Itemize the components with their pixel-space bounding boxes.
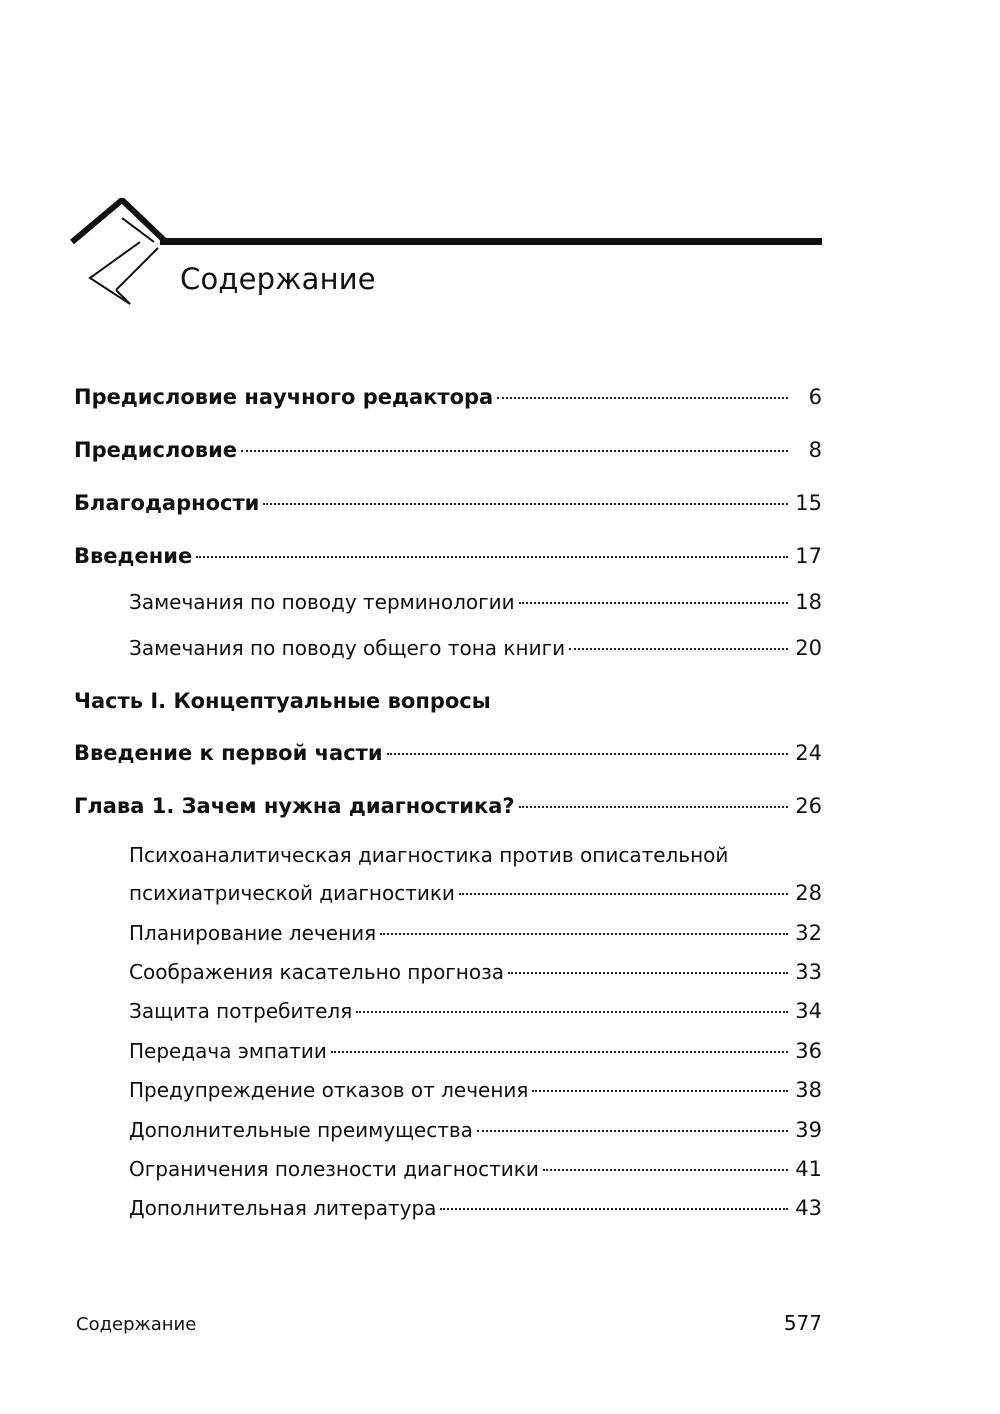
toc-entry-page: 6: [808, 385, 822, 409]
toc-leader: [387, 753, 788, 755]
toc-entry-label: Дополнительная литература: [129, 1196, 437, 1220]
toc-entry-label: Соображения касательно прогноза: [129, 960, 505, 984]
toc-entry[interactable]: [74, 438, 822, 462]
toc-entry-label: Дополнительные преимущества: [129, 1118, 473, 1142]
toc-entry-label: Благодарности: [74, 491, 260, 515]
toc-leader: [519, 806, 788, 808]
toc-entry-page: 36: [795, 1039, 822, 1063]
toc-entry[interactable]: [74, 794, 822, 818]
toc-entry-page: 20: [795, 636, 822, 660]
toc-part-heading[interactable]: Часть I. Концептуальные вопросы: [74, 689, 491, 713]
toc-entry-label: Планирование лечения: [129, 921, 377, 945]
toc-leader: [569, 648, 788, 650]
toc-entry-page: 33: [795, 960, 822, 984]
toc-subentry[interactable]: [129, 999, 822, 1023]
toc-leader: [519, 602, 788, 604]
toc-subentry[interactable]: [129, 1039, 822, 1063]
toc-subentry[interactable]: [129, 1078, 822, 1102]
toc-entry-page: 15: [795, 491, 822, 515]
toc-entry-page: 8: [808, 438, 822, 462]
toc-subentry[interactable]: [129, 960, 822, 984]
toc-entry-label: Ограничения полезности диагностики: [129, 1157, 539, 1181]
toc-leader: [241, 450, 788, 452]
toc-entry-page: 32: [795, 921, 822, 945]
toc-leader: [532, 1090, 788, 1092]
toc-leader: [331, 1051, 788, 1053]
toc-subentry[interactable]: [129, 1118, 822, 1142]
toc-leader: [497, 397, 788, 399]
page-title: Содержание: [180, 262, 376, 296]
toc-entry-page: 26: [795, 794, 822, 818]
toc-entry-page: 17: [795, 544, 822, 568]
toc-entry-page: 18: [795, 590, 822, 614]
toc-entry-page: 24: [795, 741, 822, 765]
toc-leader: [380, 933, 788, 935]
toc-entry-page: 43: [795, 1196, 822, 1220]
toc-entry-label: Глава 1. Зачем нужна диагностика?: [74, 794, 515, 818]
running-title: Содержание: [76, 1314, 197, 1335]
toc-leader: [459, 893, 788, 895]
toc-entry[interactable]: [74, 491, 822, 515]
toc-entry[interactable]: [74, 385, 822, 409]
toc-entry-page: 28: [795, 881, 822, 905]
toc-entry-label: Предисловие: [74, 438, 238, 462]
toc-entry-label: Защита потребителя: [129, 999, 353, 1023]
toc-subentry[interactable]: [129, 636, 822, 660]
toc-entry[interactable]: [74, 544, 822, 568]
toc-entry-label: Замечания по поводу общего тона книги: [129, 636, 566, 660]
toc-leader: [508, 972, 788, 974]
toc-entry-page: 41: [795, 1157, 822, 1181]
page-number: 577: [783, 1311, 822, 1335]
toc-subentry[interactable]: [129, 1157, 822, 1181]
toc-leader: [440, 1208, 788, 1210]
toc-entry-label-line1[interactable]: Психоаналитическая диагностика против описательной: [129, 843, 729, 867]
toc-subentry[interactable]: [129, 921, 822, 945]
toc-subentry[interactable]: [129, 1196, 822, 1220]
toc-leader: [263, 503, 788, 505]
toc-entry[interactable]: [74, 741, 822, 765]
toc-subentry[interactable]: [129, 590, 822, 614]
chapter-emblem-icon: [70, 198, 180, 308]
toc-entry-label: Введение: [74, 544, 193, 568]
toc-leader: [196, 556, 788, 558]
toc-entry-page: 39: [795, 1118, 822, 1142]
toc-entry-page: 38: [795, 1078, 822, 1102]
toc-entry-label: Передача эмпатии: [129, 1039, 327, 1063]
toc-leader: [477, 1130, 788, 1132]
toc-entry-page: 34: [795, 999, 822, 1023]
toc-subentry[interactable]: [129, 881, 822, 905]
toc-entry-label: психиатрической диагностики: [129, 881, 455, 905]
toc-entry-label: Предисловие научного редактора: [74, 385, 494, 409]
toc-entry-label: Введение к первой части: [74, 741, 383, 765]
toc-entry-label: Замечания по поводу терминологии: [129, 590, 515, 614]
toc-entry-label: Предупреждение отказов от лечения: [129, 1078, 529, 1102]
header-rule: [160, 238, 822, 245]
toc-leader: [543, 1169, 788, 1171]
toc-leader: [356, 1011, 788, 1013]
